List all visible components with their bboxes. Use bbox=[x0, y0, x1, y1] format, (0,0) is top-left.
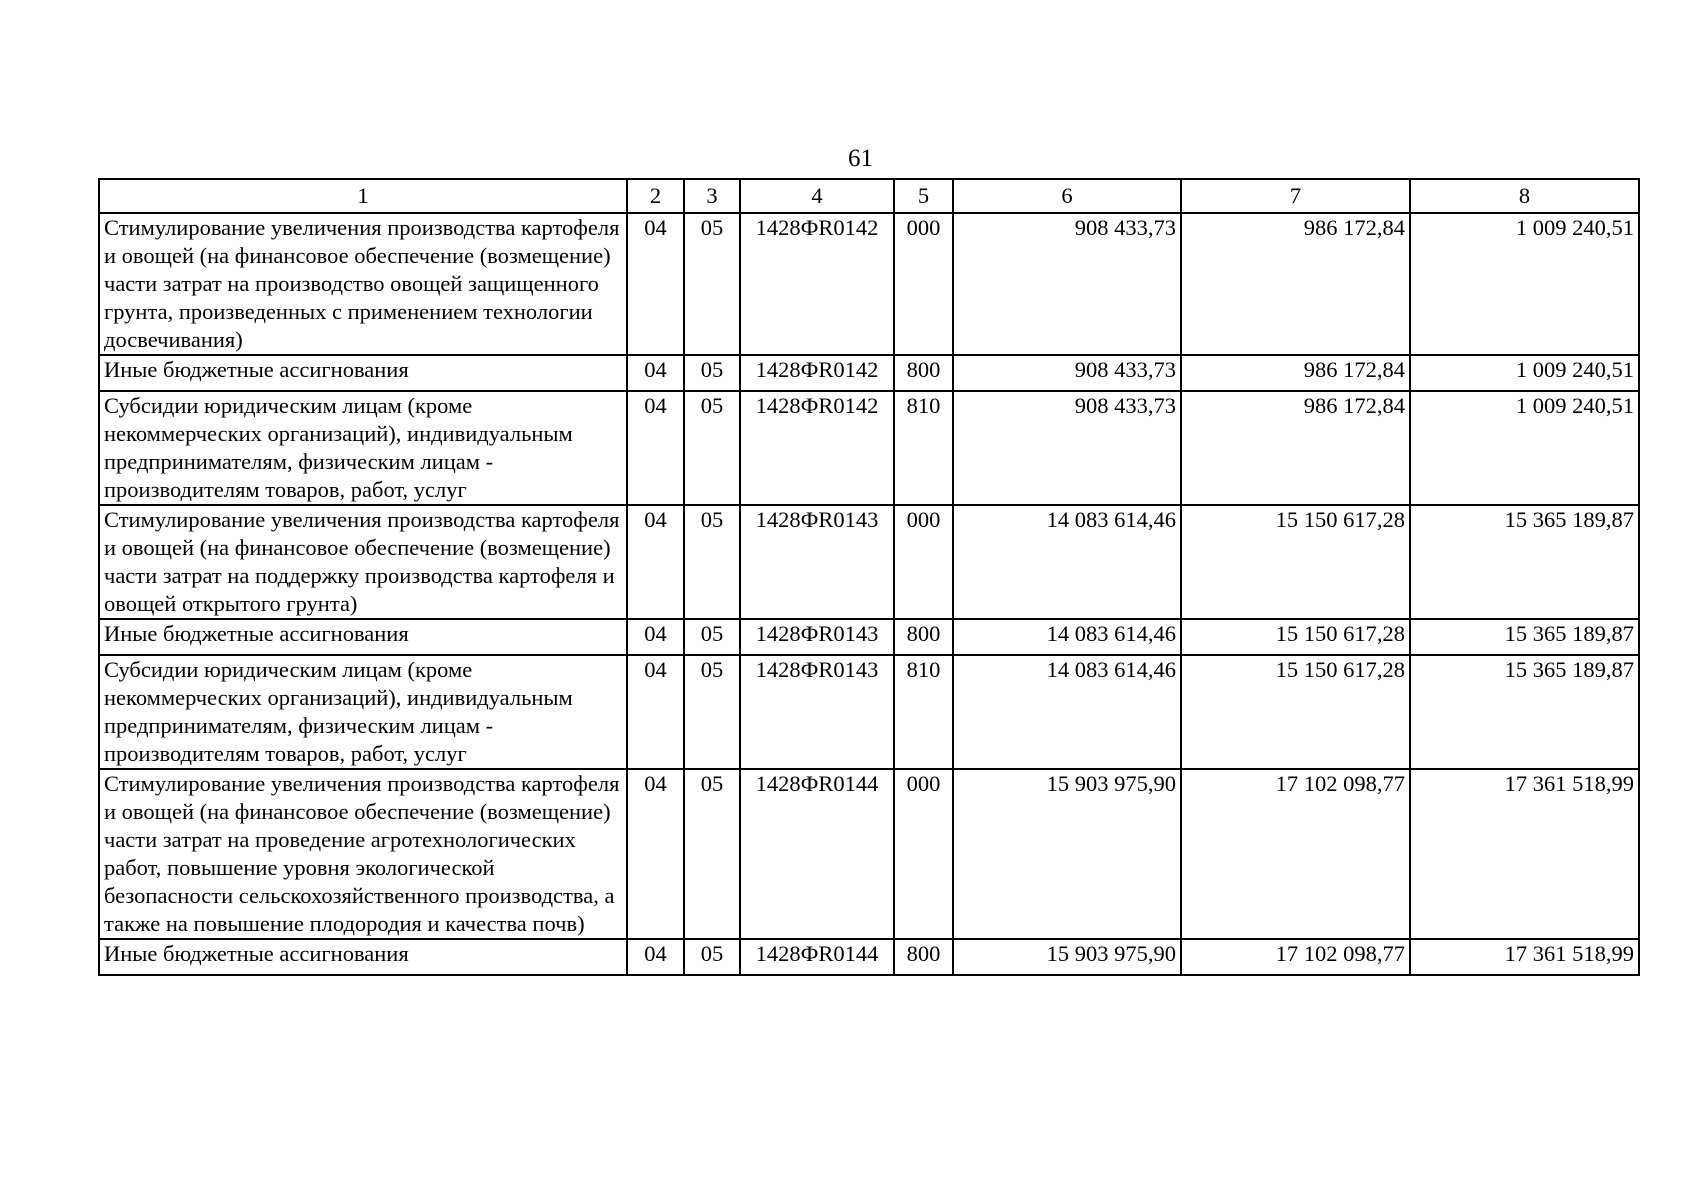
row-section: 04 bbox=[627, 391, 684, 505]
row-subsection: 05 bbox=[684, 505, 740, 619]
row-section: 04 bbox=[627, 769, 684, 939]
row-section: 04 bbox=[627, 655, 684, 769]
budget-table bbox=[98, 178, 1640, 976]
row-amount-year-3: 1 009 240,51 bbox=[1410, 213, 1639, 355]
row-amount-year-1: 14 083 614,46 bbox=[953, 619, 1181, 655]
table-row bbox=[99, 391, 1639, 505]
row-name: Иные бюджетные ассигнования bbox=[99, 939, 627, 975]
row-expense-type: 810 bbox=[894, 655, 953, 769]
table-row bbox=[99, 939, 1639, 975]
row-name: Иные бюджетные ассигнования bbox=[99, 619, 627, 655]
row-name: Иные бюджетные ассигнования bbox=[99, 355, 627, 391]
row-expense-type: 800 bbox=[894, 939, 953, 975]
row-expense-type: 810 bbox=[894, 391, 953, 505]
row-expense-type: 800 bbox=[894, 355, 953, 391]
header-cell-3: 3 bbox=[684, 179, 740, 213]
row-name: Стимулирование увеличения производства картофеля и овощей (на финансовое обеспечение (возмещение) части затрат на поддержку производства картофеля и овощей открытого грунта) bbox=[99, 505, 627, 619]
row-target-code: 1428ФR0142 bbox=[740, 213, 894, 355]
row-name: Субсидии юридическим лицам (кроме некоммерческих организаций), индивидуальным предпринимателям, физическим лицам - производителям товаров, работ, услуг bbox=[99, 655, 627, 769]
row-target-code: 1428ФR0142 bbox=[740, 355, 894, 391]
row-amount-year-1: 15 903 975,90 bbox=[953, 769, 1181, 939]
row-subsection: 05 bbox=[684, 213, 740, 355]
table-row bbox=[99, 355, 1639, 391]
row-subsection: 05 bbox=[684, 939, 740, 975]
row-subsection: 05 bbox=[684, 391, 740, 505]
row-amount-year-3: 15 365 189,87 bbox=[1410, 655, 1639, 769]
row-target-code: 1428ФR0144 bbox=[740, 769, 894, 939]
row-section: 04 bbox=[627, 505, 684, 619]
row-subsection: 05 bbox=[684, 355, 740, 391]
page-number: 61 bbox=[848, 145, 873, 172]
row-section: 04 bbox=[627, 939, 684, 975]
row-amount-year-1: 14 083 614,46 bbox=[953, 505, 1181, 619]
row-amount-year-2: 17 102 098,77 bbox=[1181, 939, 1410, 975]
row-target-code: 1428ФR0143 bbox=[740, 505, 894, 619]
header-cell-6: 6 bbox=[953, 179, 1181, 213]
table-row bbox=[99, 769, 1639, 939]
row-amount-year-2: 17 102 098,77 bbox=[1181, 769, 1410, 939]
row-amount-year-2: 986 172,84 bbox=[1181, 213, 1410, 355]
row-target-code: 1428ФR0143 bbox=[740, 655, 894, 769]
row-name: Стимулирование увеличения производства картофеля и овощей (на финансовое обеспечение (возмещение) части затрат на производство овощей защищенного грунта, произведенных с применением технологии досвечивания) bbox=[99, 213, 627, 355]
row-subsection: 05 bbox=[684, 619, 740, 655]
header-cell-7: 7 bbox=[1181, 179, 1410, 213]
header-cell-2: 2 bbox=[627, 179, 684, 213]
table-row bbox=[99, 505, 1639, 619]
header-cell-1: 1 bbox=[99, 179, 627, 213]
row-section: 04 bbox=[627, 619, 684, 655]
row-amount-year-1: 908 433,73 bbox=[953, 391, 1181, 505]
row-amount-year-2: 15 150 617,28 bbox=[1181, 619, 1410, 655]
row-subsection: 05 bbox=[684, 769, 740, 939]
row-amount-year-3: 15 365 189,87 bbox=[1410, 619, 1639, 655]
row-amount-year-1: 908 433,73 bbox=[953, 355, 1181, 391]
row-target-code: 1428ФR0142 bbox=[740, 391, 894, 505]
row-amount-year-3: 1 009 240,51 bbox=[1410, 391, 1639, 505]
table-row bbox=[99, 655, 1639, 769]
table-row bbox=[99, 213, 1639, 355]
row-subsection: 05 bbox=[684, 655, 740, 769]
row-amount-year-2: 986 172,84 bbox=[1181, 355, 1410, 391]
row-amount-year-1: 15 903 975,90 bbox=[953, 939, 1181, 975]
row-amount-year-3: 1 009 240,51 bbox=[1410, 355, 1639, 391]
row-expense-type: 000 bbox=[894, 505, 953, 619]
header-cell-4: 4 bbox=[740, 179, 894, 213]
row-section: 04 bbox=[627, 213, 684, 355]
row-expense-type: 000 bbox=[894, 213, 953, 355]
header-cell-5: 5 bbox=[894, 179, 953, 213]
row-name: Стимулирование увеличения производства картофеля и овощей (на финансовое обеспечение (возмещение) части затрат на проведение агротехнологических работ, повышение уровня экологической безопасности сельскохозяйственного производства, а также на повышение плодородия и качества почв) bbox=[99, 769, 627, 939]
row-target-code: 1428ФR0143 bbox=[740, 619, 894, 655]
row-section: 04 bbox=[627, 355, 684, 391]
row-target-code: 1428ФR0144 bbox=[740, 939, 894, 975]
row-amount-year-3: 15 365 189,87 bbox=[1410, 505, 1639, 619]
header-cell-8: 8 bbox=[1410, 179, 1639, 213]
row-amount-year-1: 908 433,73 bbox=[953, 213, 1181, 355]
row-amount-year-2: 15 150 617,28 bbox=[1181, 505, 1410, 619]
table-row bbox=[99, 619, 1639, 655]
row-amount-year-1: 14 083 614,46 bbox=[953, 655, 1181, 769]
row-amount-year-2: 15 150 617,28 bbox=[1181, 655, 1410, 769]
row-amount-year-2: 986 172,84 bbox=[1181, 391, 1410, 505]
row-expense-type: 800 bbox=[894, 619, 953, 655]
row-amount-year-3: 17 361 518,99 bbox=[1410, 939, 1639, 975]
row-amount-year-3: 17 361 518,99 bbox=[1410, 769, 1639, 939]
row-expense-type: 000 bbox=[894, 769, 953, 939]
header-row bbox=[99, 179, 1639, 213]
row-name: Субсидии юридическим лицам (кроме некоммерческих организаций), индивидуальным предпринимателям, физическим лицам - производителям товаров, работ, услуг bbox=[99, 391, 627, 505]
